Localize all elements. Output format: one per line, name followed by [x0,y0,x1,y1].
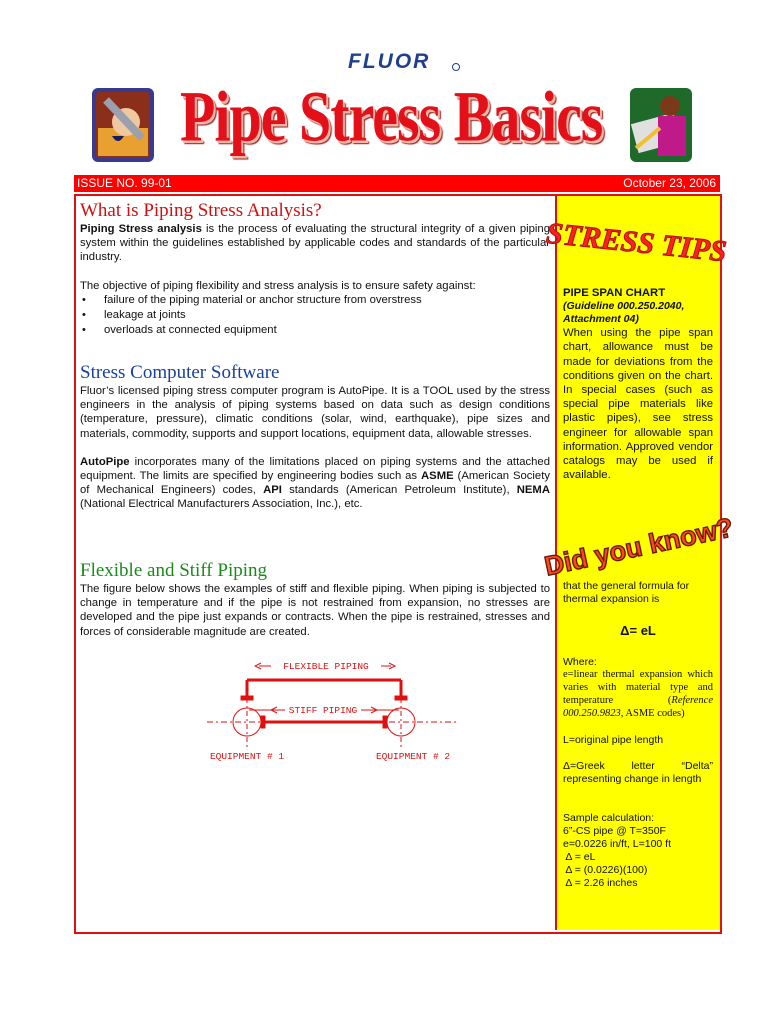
issue-number: ISSUE NO. 99-01 [77,176,172,190]
equipment-1-label: EQUIPMENT # 1 [209,751,285,762]
chart-title: PIPE SPAN CHART [563,287,666,299]
list-item: • failure of the piping material or anchor structure from overstress [104,293,550,308]
list-item: • overloads at connected equipment [104,323,550,338]
text-run: Fluor’s licensed piping stress computer program is AutoPipe [80,385,385,397]
equipment-2-label: EQUIPMENT # 2 [375,751,451,762]
stress-tips-wordart [544,206,729,269]
lead-term: Piping Stress analysis [80,223,202,235]
section-paragraph [80,222,550,265]
bold-run: AutoPipe [80,455,130,468]
sample-line: 6”-CS pipe @ T=350F [563,825,666,837]
piping-diagram [205,650,460,765]
bold-run: NEMA [516,484,550,497]
objective-list [80,293,550,339]
thermal-intro: that the general formula for thermal expansion is [563,580,690,605]
registered-mark [452,63,460,71]
bold-run: ASME [421,470,454,483]
stress-tips-text: STRESS TIPS [544,216,729,269]
bold-run: API [263,484,282,497]
section-heading: Stress Computer Software [80,362,280,383]
section-paragraph: The figure below shows the examples of stiff and flexible piping. When piping is subjected to change in temperature and if the pipe is not restrained from expansion, no stresses are developed and the pipe just expands or contracts. When the pipe is restrained, stresses and forces of considerable magnitude are created. [80,583,550,638]
sample-line: Δ = 2.26 inches [563,877,638,889]
section-paragraph [80,384,550,441]
did-you-know-text: Did you know? [541,512,736,582]
masthead-title: Pipe Stress Basics [180,75,603,157]
issue-date: October 23, 2006 [623,176,716,190]
text-run: standards (American Petroleum Institute), [281,484,517,497]
sample-line: Δ = (0.0226)(100) [563,864,648,876]
lead-text: is the process of evaluating the structural integrity of a given piping system within the guidelines established by applicable codes and standards of the particular industry. [80,223,550,264]
where-label: Where: [563,656,597,668]
text-run: , ASME codes) [620,708,685,719]
text-run: . It is a TOOL used by the stress engineers in the analysis of piping systems based on data such as design conditions (temperature, pressure), climatic conditions (solar, wind, earthquake), pipe sizes and materials, commodity, supports and support locations, equipment data, allowable stresses. [80,385,550,440]
e-definition [563,668,713,720]
sample-line: Δ = eL [563,851,596,863]
section-heading: What is Piping Stress Analysis? [80,200,322,221]
list-item: • leakage at joints [104,308,550,323]
e-definition-text [563,668,713,720]
chart-reference: (Guideline 000.250.2040, Attachment 04) [563,300,685,326]
objective-text: The objective of piping flexibility and stress analysis is to ensure safety against: [80,279,476,292]
issue-bar [74,175,720,192]
pipe-span-chart-block [563,286,713,482]
thermal-formula: Δ= eL [620,623,656,638]
flexible-piping-label: FLEXIBLE PIPING [283,661,369,672]
text-run: (American Society of Mechanical Engineers) codes, [80,470,550,497]
worker-clipart-icon [92,88,154,162]
text-run: e=linear thermal expansion which varies with material type and temperature ( [563,669,713,706]
fluor-logo: FLUOR [348,50,431,73]
section-piping-stress-analysis [80,200,550,338]
section-heading: Flexible and Stiff Piping [80,560,268,581]
sample-line: e=0.0226 in/ft, L=100 ft [563,838,672,850]
stiff-piping-label: STIFF PIPING [288,705,358,716]
text-run: (National Electrical Manufacturers Association, Inc.), etc. [80,498,363,511]
section-flexible-stiff [80,560,550,639]
reference-run: Reference 000.250.9823 [563,695,713,719]
section-stress-software [80,362,550,512]
sample-calculation [563,812,713,890]
did-you-know-wordart [541,502,736,582]
engineer-clipart-icon [630,88,692,162]
section-paragraph [80,455,550,512]
chart-body: When using the pipe span chart, allowance must be made for deviations from the conditions given on the chart. In special cases (such as special pipe materials like plastic pipes), see stress engineer for allowable span information. Approved vendor catalogs may be used if available. [563,327,713,482]
delta-definition: Δ=Greek letter “Delta” representing change in length [563,760,713,785]
text-run: incorporates many of the limitations placed on piping systems and the attached equipment. The limits are specified by engineering bodies such as [80,455,550,483]
sample-title: Sample calculation: [563,812,655,824]
l-definition: L=original pipe length [563,734,664,746]
